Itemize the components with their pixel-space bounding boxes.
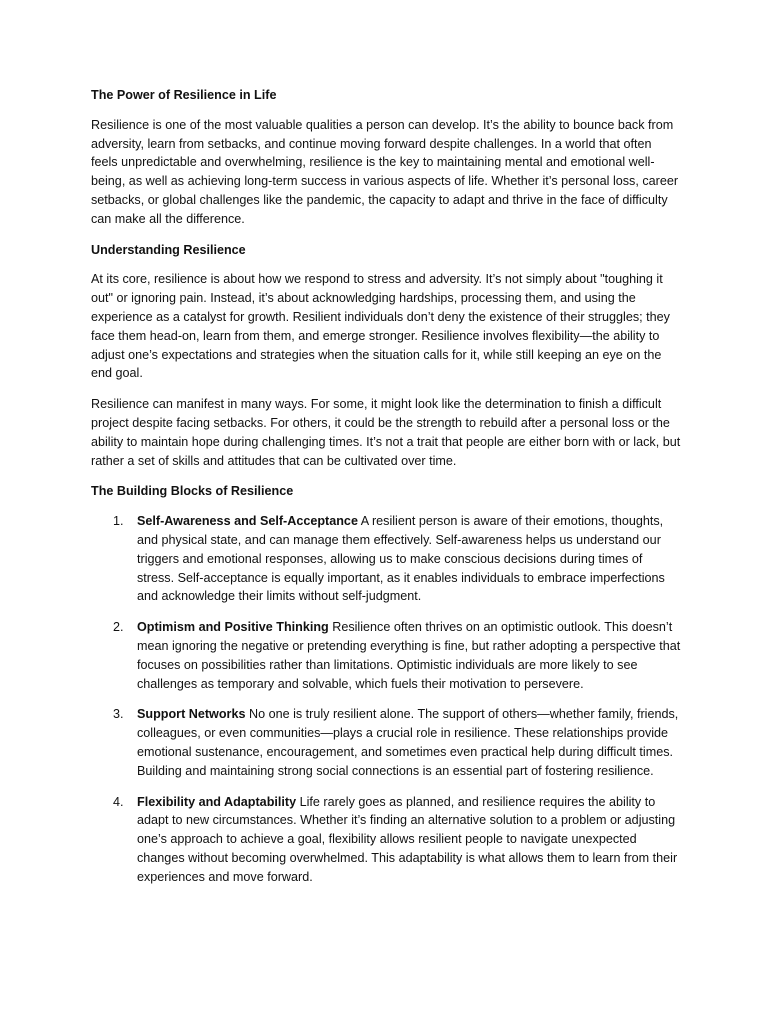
- list-item-title: Support Networks: [137, 707, 246, 722]
- list-item-text: Resilience often thrives on an optimistic outlook. This doesn’t mean ignoring the negative or pretending everything is fine, but rather adopting a perspective that focuses on possibilities rather than limitations. Optimistic individuals are more likely to see challenges as temporary and solvable, which fuels their motivation to persevere.: [137, 620, 681, 691]
- understanding-paragraph-2: Resilience can manifest in many ways. For some, it might look like the determination to finish a difficult project despite facing setbacks. For others, it could be the strength to rebuild after a personal loss or the ability to maintain hope during challenging times. It’s not a trait that people are either born with or lack, but rather a set of skills and attitudes that can be cultivated over time.: [91, 397, 681, 468]
- list-item: [91, 793, 681, 887]
- list-item-title: Self-Awareness and Self-Acceptance: [137, 514, 358, 529]
- understanding-heading: Understanding Resilience: [91, 242, 246, 257]
- building-blocks-list: [91, 512, 681, 886]
- list-item: [91, 618, 681, 693]
- list-item-number: 4.: [113, 794, 124, 809]
- list-item: [91, 512, 681, 606]
- building-blocks-heading: The Building Blocks of Resilience: [91, 484, 294, 499]
- intro-paragraph: Resilience is one of the most valuable qualities a person can develop. It’s the ability to bounce back from adversity, learn from setbacks, and continue moving forward despite challenges. In a world that often feels unpredictable and overwhelming, resilience is the key to maintaining mental and emotional well-being, as well as achieving long-term success in various aspects of life. Whether it’s personal loss, career setbacks, or global challenges like the pandemic, the capacity to adapt and thrive in the face of difficulty can make all the difference.: [91, 117, 679, 226]
- understanding-paragraph-1: At its core, resilience is about how we respond to stress and adversity. It’s not simply about "toughing it out" or ignoring pain. Instead, it’s about acknowledging hardships, processing them, and using the experience as a catalyst for growth. Resilient individuals don’t deny the existence of their struggles; they face them head-on, learn from them, and emerge stronger. Resilience involves flexibility—the ability to adjust one’s expectations and strategies when the situation calls for it, while still keeping an eye on the end goal.: [91, 272, 670, 381]
- list-item-text: No one is truly resilient alone. The support of others—whether family, friends, colleagues, or even communities—plays a crucial role in resilience. These relationships provide emotional sustenance, encouragement, and sometimes even practical help during difficult times. Building and maintaining strong social connections is an essential part of fostering resilience.: [137, 707, 679, 778]
- list-item-title: Flexibility and Adaptability: [137, 794, 297, 809]
- list-item-text: A resilient person is aware of their emotions, thoughts, and physical state, and can manage them effectively. Self-awareness helps us understand our triggers and emotional responses, allowing us to make conscious decisions during times of stress. Self-acceptance is equally important, as it enables individuals to embrace imperfections and acknowledge their limits without self-judgment.: [137, 514, 665, 604]
- list-item-text: Life rarely goes as planned, and resilience requires the ability to adapt to new circumstances. Whether it’s finding an alternative solution to a problem or adjusting one’s approach to achieve a goal, flexibility allows resilient people to navigate unexpected changes without becoming overwhelmed. This adaptability is what allows them to learn from their experiences and move forward.: [137, 794, 678, 884]
- list-item-number: 2.: [113, 620, 124, 635]
- list-item-number: 3.: [113, 707, 124, 722]
- list-item-number: 1.: [113, 514, 124, 529]
- list-item: [91, 705, 681, 780]
- document-page: [91, 86, 681, 898]
- list-item-title: Optimism and Positive Thinking: [137, 620, 329, 635]
- document-title: The Power of Resilience in Life: [91, 88, 277, 102]
